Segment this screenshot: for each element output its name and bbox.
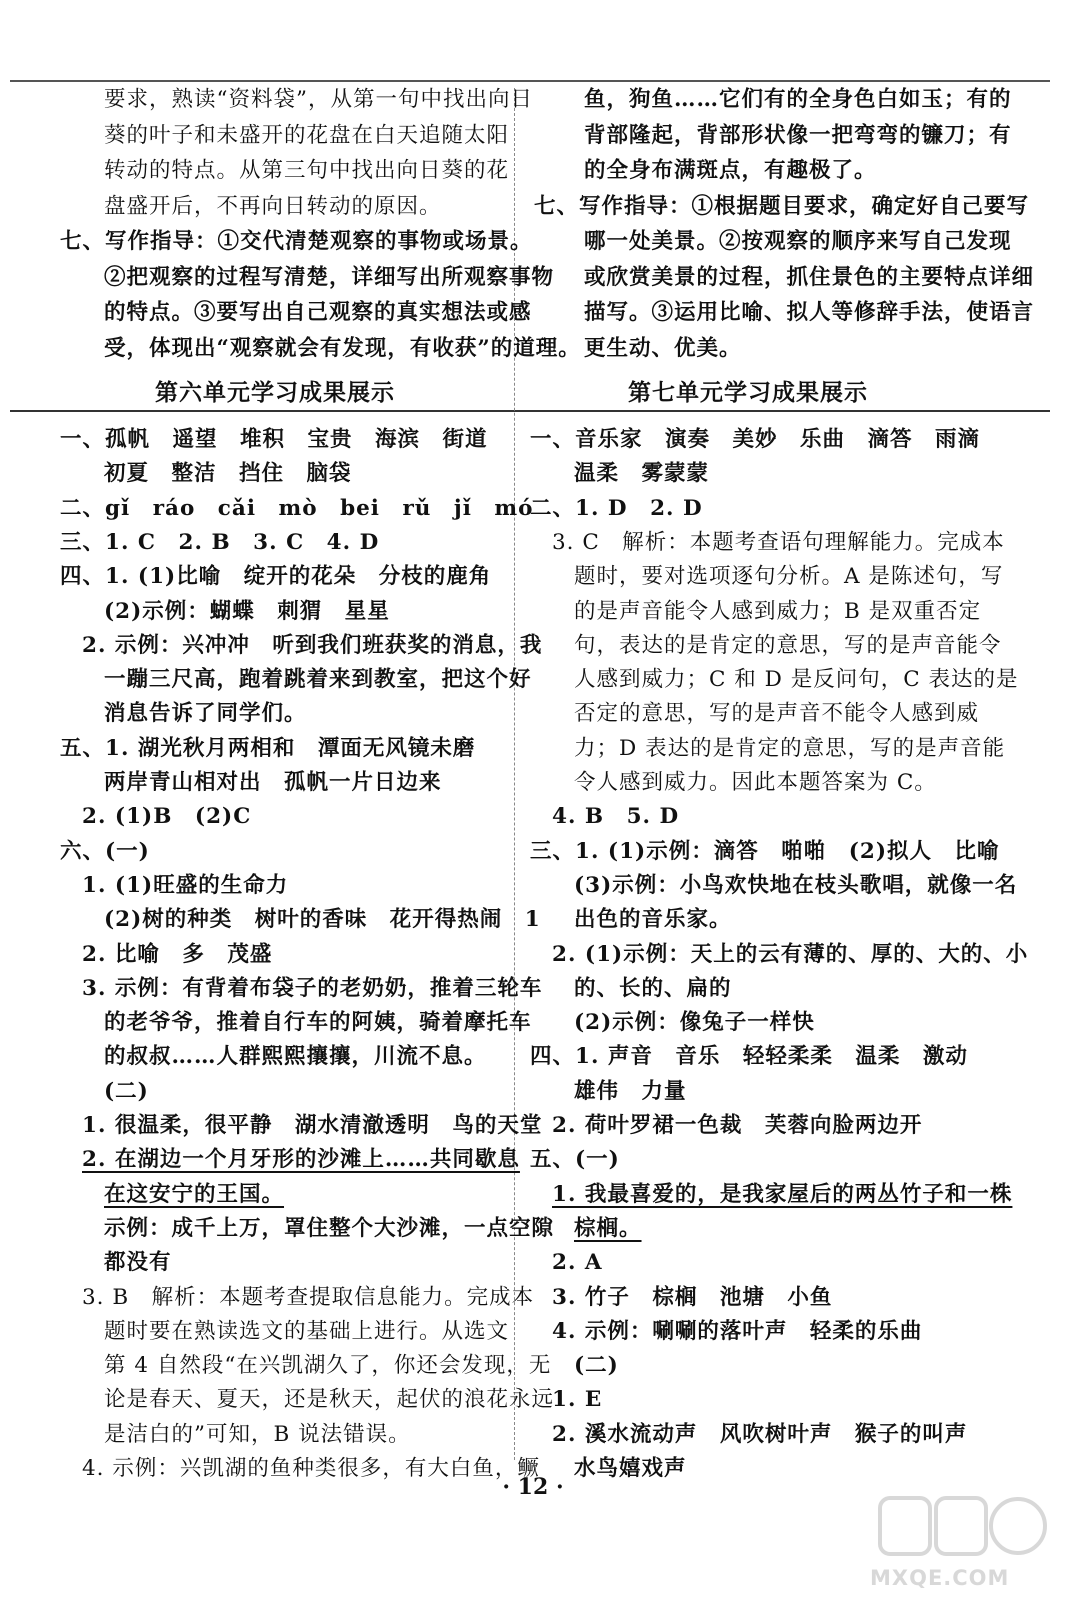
left-section-heading: 第六单元学习成果展示: [155, 379, 395, 406]
answer-line: 2. 比喻 多 茂盛: [82, 941, 273, 967]
answer-line: 2. 荷叶罗裙一色裁 芙蓉向脸两边开: [552, 1113, 923, 1138]
answer-line: 六、(一): [60, 838, 150, 864]
answer-line: 二、1. D 2. D: [530, 495, 703, 521]
answer-line: 2. A: [552, 1250, 603, 1276]
answer-line: 一、孤帆 遥望 堆积 宝贵 海滨 街道: [60, 427, 488, 452]
answer-line: (2)树的种类 树叶的香味 花开得热闹 1: [104, 907, 541, 933]
answer-line: 人感到威力；C 和 D 是反问句，C 表达的是: [574, 667, 1019, 693]
answer-line: 2. 在湖边一个月牙形的沙滩上……共同歇息: [82, 1147, 520, 1173]
answer-line: 否定的意思，写的是声音不能令人感到威: [574, 701, 980, 727]
top-rule: [10, 80, 1050, 82]
answer-line: 四、1. 声音 音乐 轻轻柔柔 温柔 激动: [530, 1044, 968, 1070]
answer-line: 转动的特点。从第三句中找出向日葵的花: [104, 158, 510, 183]
answer-line: 温柔 雾蒙蒙: [574, 461, 710, 487]
answer-line: 题时要在熟读选文的基础上进行。从选文: [104, 1318, 510, 1344]
answer-line: 的特点。③要写出自己观察的真实想法或感: [104, 300, 532, 325]
answer-line: 第 4 自然段“在兴凯湖久了，你还会发现，无: [104, 1353, 552, 1379]
answer-line: 4. 示例：唰唰的落叶声 轻柔的乐曲: [552, 1318, 923, 1344]
answer-line: 五、1. 湖光秋月两相和 潭面无风镜未磨: [60, 735, 476, 761]
answer-line: 哪一处美景。②按观察的顺序来写自己发现: [584, 229, 1012, 254]
answer-line: 消息告诉了同学们。: [104, 701, 307, 727]
answer-line: 力；D 表达的是肯定的意思，写的是声音能: [574, 735, 1006, 761]
answer-line: 3. C 解析：本题考查语句理解能力。完成本: [552, 529, 1005, 555]
answer-line: 五、(一): [530, 1147, 620, 1173]
answer-line: 一蹦三尺高，跑着跳着来到教室，把这个好: [104, 667, 532, 693]
answer-line: 1. 我最喜爱的，是我家屋后的两丛竹子和一株: [552, 1181, 1013, 1207]
answer-line: 的全身布满斑点，有趣极了。: [584, 158, 877, 183]
answer-line: 的是声音能令人感到威力；B 是双重否定: [574, 598, 982, 624]
answer-line: (2)示例：蝴蝶 刺猬 星星: [104, 598, 390, 624]
answer-line: 4. 示例：兴凯湖的鱼种类很多，有大白鱼，鳜: [82, 1456, 540, 1481]
answer-line: 出色的音乐家。: [574, 907, 732, 933]
answer-line: 棕榈。: [574, 1215, 642, 1241]
answer-line: 更生动、优美。: [584, 335, 742, 361]
answer-line: 的老爷爷，推着自行车的阿姨，骑着摩托车: [104, 1010, 532, 1036]
answer-line: (二): [104, 1078, 149, 1104]
middle-rule: [10, 410, 1050, 412]
answer-line: ②把观察的过程写清楚，详细写出所观察事物: [104, 264, 555, 290]
answer-line: 四、1. (1)比喻 绽开的花朵 分枝的鹿角: [60, 564, 492, 590]
answer-line: 的叔叔……人群熙熙攘攘，川流不息。: [104, 1044, 487, 1070]
answer-line: (2)示例：像兔子一样快: [574, 1010, 815, 1036]
answer-line: 水鸟嬉戏声: [574, 1456, 687, 1481]
column-divider: [514, 88, 515, 1460]
answer-line: 初夏 整洁 挡住 脑袋: [104, 461, 352, 487]
answer-line: 二、gǐ ráo cǎi mò bei rǔ jǐ mó: [60, 495, 534, 521]
answer-line: 2. 示例：兴冲冲 听到我们班获奖的消息，我: [82, 632, 543, 658]
answer-line: 2. (1)B (2)C: [82, 804, 252, 830]
answer-line: 背部隆起，背部形状像一把弯弯的镰刀；有: [584, 122, 1012, 148]
answer-line: 1. 很温柔，很平静 湖水清澈透明 鸟的天堂: [82, 1113, 543, 1138]
answer-line: 葵的叶子和未盛开的花盘在白天追随太阳: [104, 122, 510, 148]
page-number: · 12 ·: [502, 1474, 564, 1500]
answer-line: 七、写作指导：①根据题目要求，确定好自己要写: [534, 193, 1030, 219]
answer-line: 三、1. C 2. B 3. C 4. D: [60, 529, 380, 555]
right-section-heading: 第七单元学习成果展示: [628, 379, 868, 406]
answer-line: 在这安宁的王国。: [104, 1181, 285, 1207]
answer-line: 句，表达的是肯定的意思，写的是声音能令: [574, 632, 1002, 658]
answer-line: 示例：成千上万，罩住整个大沙滩，一点空隙: [104, 1215, 555, 1241]
answer-line: (3)示例：小鸟欢快地在枝头歌唱，就像一名: [574, 872, 1018, 898]
answer-line: 鱼，狗鱼……它们有的全身色白如玉；有的: [584, 87, 1012, 112]
answer-line: 或欣赏美景的过程，抓住景色的主要特点详细: [584, 264, 1035, 290]
answer-line: 3. B 解析：本题考查提取信息能力。完成本: [82, 1284, 535, 1310]
answer-line: 都没有: [104, 1250, 172, 1276]
answer-line: 三、1. (1)示例：滴答 啪啪 (2)拟人 比喻: [530, 838, 1000, 864]
answer-line: 1. (1)旺盛的生命力: [82, 872, 289, 898]
answer-line: 受，体现出“观察就会有发现，有收获”的道理。: [104, 335, 581, 361]
answer-line: 3. 示例：有背着布袋子的老奶奶，推着三轮车: [82, 975, 543, 1001]
answer-line: (二): [574, 1353, 619, 1379]
answer-line: 题时，要对选项逐句分析。A 是陈述句，写: [574, 564, 1004, 590]
answer-line: 2. (1)示例：天上的云有薄的、厚的、大的、小: [552, 941, 1029, 967]
answer-line: 3. 竹子 棕榈 池塘 小鱼: [552, 1284, 833, 1310]
answer-line: 2. 溪水流动声 风吹树叶声 猴子的叫声: [552, 1421, 968, 1447]
answer-line: 4. B 5. D: [552, 804, 680, 830]
answer-line: 雄伟 力量: [574, 1078, 687, 1104]
answer-line: 描写。③运用比喻、拟人等修辞手法，使语言: [584, 300, 1035, 325]
answer-line: 要求，熟读“资料袋”，从第一句中找出向日: [104, 87, 533, 112]
answer-line: 论是春天、夏天，还是秋天，起伏的浪花永远: [104, 1387, 555, 1413]
watermark-logo: [870, 1490, 1050, 1590]
answer-line: 盘盛开后，不再向日转动的原因。: [104, 193, 442, 219]
answer-line: 两岸青山相对出 孤帆一片日边来: [104, 770, 442, 795]
watermark-text: MXQE.COM: [870, 1566, 1010, 1590]
answer-line: 是洁白的”可知，B 说法错误。: [104, 1421, 411, 1447]
answer-line: 的、长的、扁的: [574, 975, 732, 1001]
answer-line: 一、音乐家 演奏 美妙 乐曲 滴答 雨滴: [530, 427, 981, 452]
watermark-stamp-icon: [870, 1490, 1050, 1570]
answer-line: 令人感到威力。因此本题答案为 C。: [574, 770, 937, 795]
answer-line: 1. E: [552, 1387, 603, 1413]
answer-line: 七、写作指导：①交代清楚观察的事物或场景。: [60, 229, 533, 254]
